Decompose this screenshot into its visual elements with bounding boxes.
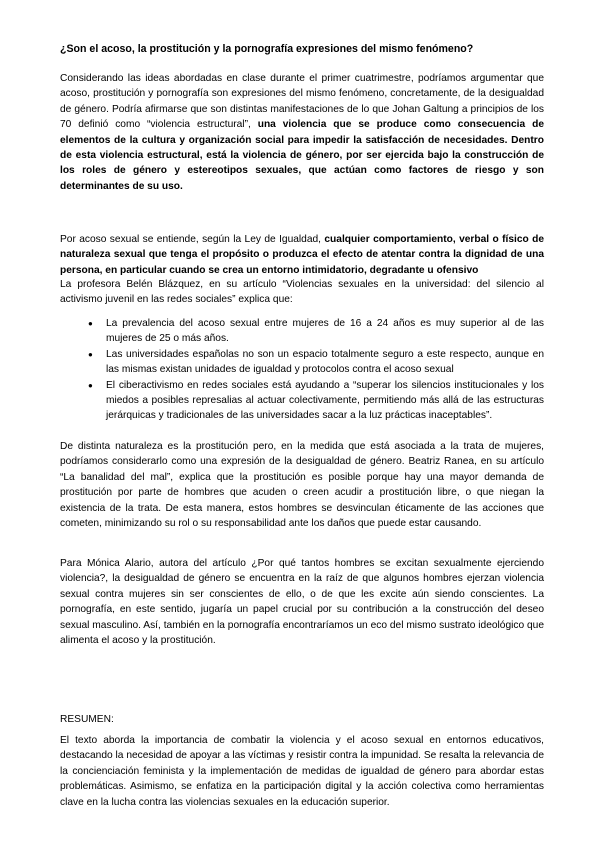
list-item: ● Las universidades españolas no son un espacio totalmente seguro a este respecto, aunque en las mismas existan unidades de igualdad y protocolos contra el acoso sexual <box>88 347 544 378</box>
paragraph-blazquez-intro: La profesora Belén Blázquez, en su artículo “Violencias sexuales en la universidad: del silencio al activismo juvenil en las redes sociales” explica que: <box>60 279 544 306</box>
summary-heading: RESUMEN: <box>60 714 114 725</box>
paragraph-pornography: Para Mónica Alario, autora del artículo ¿Por qué tantos hombres se excitan sexualmente ejerciendo violencia?, la desigualdad de género se encuentra en la raíz de que algunos hombres ejerzan violencia sexual contra mujeres sin ser conscientes de ello, o de que les excite aún siendo conscientes. La pornografía, en este sentido, jugaría un papel crucial por su contribución a la construcción del deseo sexual masculino. Así, también en la pornografía encontraríamos un eco del mismo sustrato ideológico que alimenta el acoso y la prostitución. <box>60 558 544 647</box>
summary-paragraph: El texto aborda la importancia de combatir la violencia y el acoso sexual en entornos educativos, destacando la necesidad de apoyar a las víctimas y resistir contra la impunidad. Se resalta la relevancia de la concienciación feminista y la implementación de medidas de igualdad de género para abordar estas problemáticas. Asimismo, se enfatiza en la participación digital y la acción colectiva como herramientas clave en la lucha contra las violencias sexuales en la educación superior. <box>60 735 544 808</box>
bullet-list <box>88 316 544 424</box>
list-item: ● La prevalencia del acoso sexual entre mujeres de 16 a 24 años es muy superior al de las mujeres de 25 o más años. <box>88 316 544 347</box>
paragraph-sexual-harassment <box>60 232 544 278</box>
paragraph-bold-text: cualquier comportamiento, verbal o físico de naturaleza sexual que tenga el propósito o produzca el efecto de atentar contra la dignidad de una persona, en particular cuando se crea un entorno intimidatorio, degradante u ofensivo <box>60 234 544 276</box>
list-item: ● El ciberactivismo en redes sociales está ayudando a “superar los silencios institucionales y los miedos a posibles represalias al actuar colectivamente, permitiendo más allá de las estructuras jerárquicas y tradicionales de las universidades sacar a la luz prácticas inaceptables”. <box>88 378 544 424</box>
paragraph-bold-text: una violencia que se produce como consecuencia de elementos de la cultura y organización social para impedir la satisfacción de necesidades. Dentro de esta violencia estructural, está la violencia de género, por ser ejercida bajo la construcción de los roles de género y estereotipos sexuales, que actúan como factores de riesgo y son determinantes de su uso. <box>60 119 544 192</box>
paragraph-text: Por acoso sexual se entiende, según la Ley de Igualdad, <box>60 234 325 245</box>
paragraph-prostitution: De distinta naturaleza es la prostitución pero, en la medida que está asociada a la trata de mujeres, podríamos considerarlo como una expresión de la desigualdad de género. Beatriz Ranea, en su artículo “La banalidad del mal”, explica que la prostitución es posible porque hay una mayor demanda de prostitución por parte de hombres que acuden o creen acudir a prostitución libre, o que niegan la existencia de la trata. De esta manera, estos hombres se desvinculan éticamente de las acciones que cometen, minimizando su rol o su responsabilidad ante los daños que puede estar causando. <box>60 441 544 530</box>
paragraph-structural-violence <box>60 71 544 194</box>
paragraph-text: Considerando las ideas abordadas en clase durante el primer cuatrimestre, podríamos argumentar que acoso, prostitución y pornografía son expresiones del mismo fenómeno, concretamente, de la desigualdad de género. Podría afirmarse que son distintas manifestaciones de lo que Johan Galtung a principios de los 70 definió como “violencia estructural”, <box>60 73 544 131</box>
document-title: ¿Son el acoso, la prostitución y la pornografía expresiones del mismo fenómeno? <box>60 43 474 55</box>
